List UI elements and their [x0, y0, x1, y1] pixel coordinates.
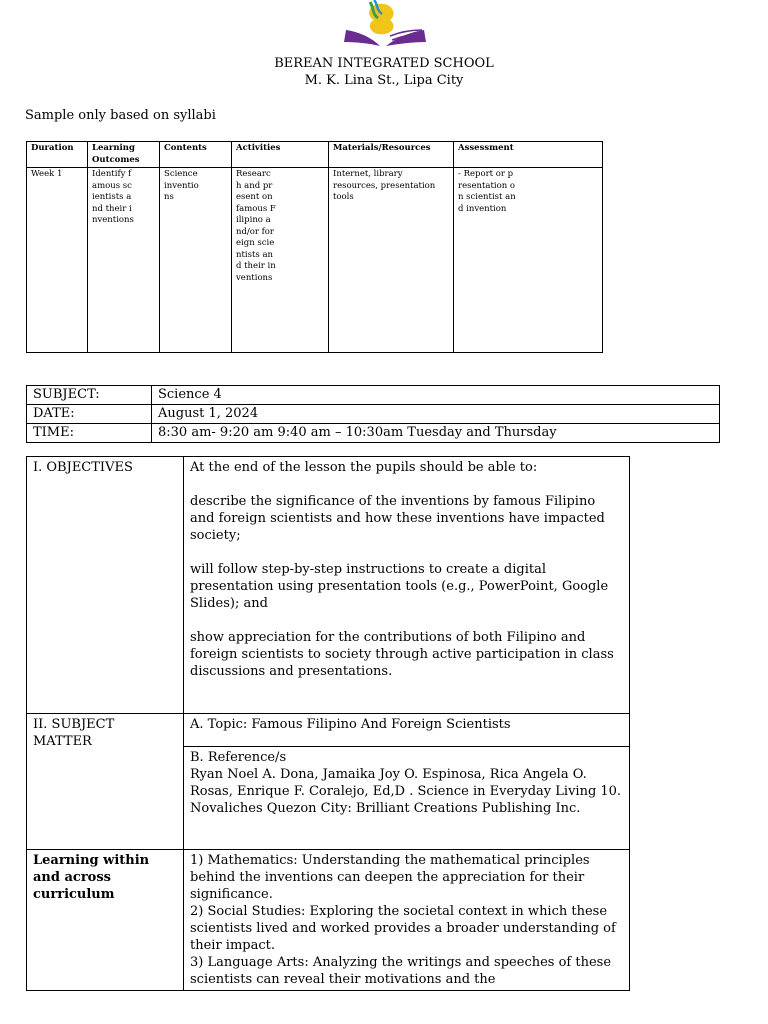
objective-2: will follow step-by-step instructions to create a digital presentation using presentation tools (e.g., PowerPoint, Google Slides); and	[190, 562, 609, 611]
topic: A. Topic: Famous Filipino And Foreign Scientists	[184, 714, 630, 747]
cell-duration: Week 1	[27, 168, 88, 353]
objective-3: show appreciation for the contributions of both Filipino and foreign scientists to society through active participation in class discussions and presentations.	[190, 630, 614, 679]
date-value: August 1, 2024	[152, 405, 720, 424]
subject-value: Science 4	[152, 386, 720, 405]
curriculum-label: Learning within and across curriculum	[27, 850, 184, 991]
topic-row	[27, 714, 630, 747]
objectives-content	[184, 457, 630, 714]
school-name: BEREAN INTEGRATED SCHOOL	[274, 56, 494, 71]
col-outcomes: Learning Outcomes	[88, 142, 160, 168]
curriculum-row	[27, 850, 630, 991]
col-duration: Duration	[27, 142, 88, 168]
time-row	[27, 424, 720, 443]
objectives-label: I. OBJECTIVES	[27, 457, 184, 714]
syllabus-table	[26, 141, 603, 353]
col-activities: Activities	[232, 142, 329, 168]
cell-outcomes: Identify famous scientists and their inventions	[88, 168, 160, 353]
lesson-plan-table	[26, 456, 630, 991]
reference-label: B. Reference/s	[190, 750, 287, 765]
subject-label: SUBJECT:	[27, 386, 152, 405]
syllabus-row	[27, 168, 603, 353]
school-logo	[338, 0, 430, 50]
reference-cell	[184, 747, 630, 850]
school-address: M. K. Lina St., Lipa City	[304, 73, 464, 88]
curriculum-item-2: 2) Social Studies: Exploring the societal context in which these scientists lived and worked provides a broader understanding of their impact.	[190, 904, 616, 953]
date-label: DATE:	[27, 405, 152, 424]
cell-assessment: - Report or presentation on scientist and invention	[454, 168, 603, 353]
lesson-info-table	[26, 385, 720, 443]
objectives-intro: At the end of the lesson the pupils should be able to:	[190, 460, 538, 475]
cell-contents: Science inventions	[160, 168, 232, 353]
sample-note: Sample only based on syllabi	[25, 108, 216, 123]
objective-1: describe the significance of the inventions by famous Filipino and foreign scientists and how these inventions have impacted society;	[190, 494, 605, 543]
time-label: TIME:	[27, 424, 152, 443]
curriculum-cell	[184, 850, 630, 991]
curriculum-item-1: 1) Mathematics: Understanding the mathematical principles behind the inventions can deepen the appreciation for their significance.	[190, 853, 590, 902]
col-assessment: Assessment	[454, 142, 603, 168]
cell-materials: Internet, library resources, presentation tools	[329, 168, 454, 353]
subject-row	[27, 386, 720, 405]
objectives-row	[27, 457, 630, 714]
syllabus-header-row	[27, 142, 603, 168]
cell-activities: Research and present on famous Filipino and/or foreign scientists and their inventions	[232, 168, 329, 353]
date-row	[27, 405, 720, 424]
col-materials: Materials/Resources	[329, 142, 454, 168]
curriculum-item-3: 3) Language Arts: Analyzing the writings and speeches of these scientists can reveal their motivations and the	[190, 955, 612, 987]
subject-matter-label: II. SUBJECT MATTER	[27, 714, 184, 850]
reference-text: Ryan Noel A. Dona, Jamaika Joy O. Espinosa, Rica Angela O. Rosas, Enrique F. Coralejo, Ed,D . Science in Everyday Living 10. Novaliches Quezon City: Brilliant Creations Publishing Inc.	[190, 767, 622, 816]
col-contents: Contents	[160, 142, 232, 168]
time-value: 8:30 am- 9:20 am 9:40 am – 10:30am Tuesday and Thursday	[152, 424, 720, 443]
